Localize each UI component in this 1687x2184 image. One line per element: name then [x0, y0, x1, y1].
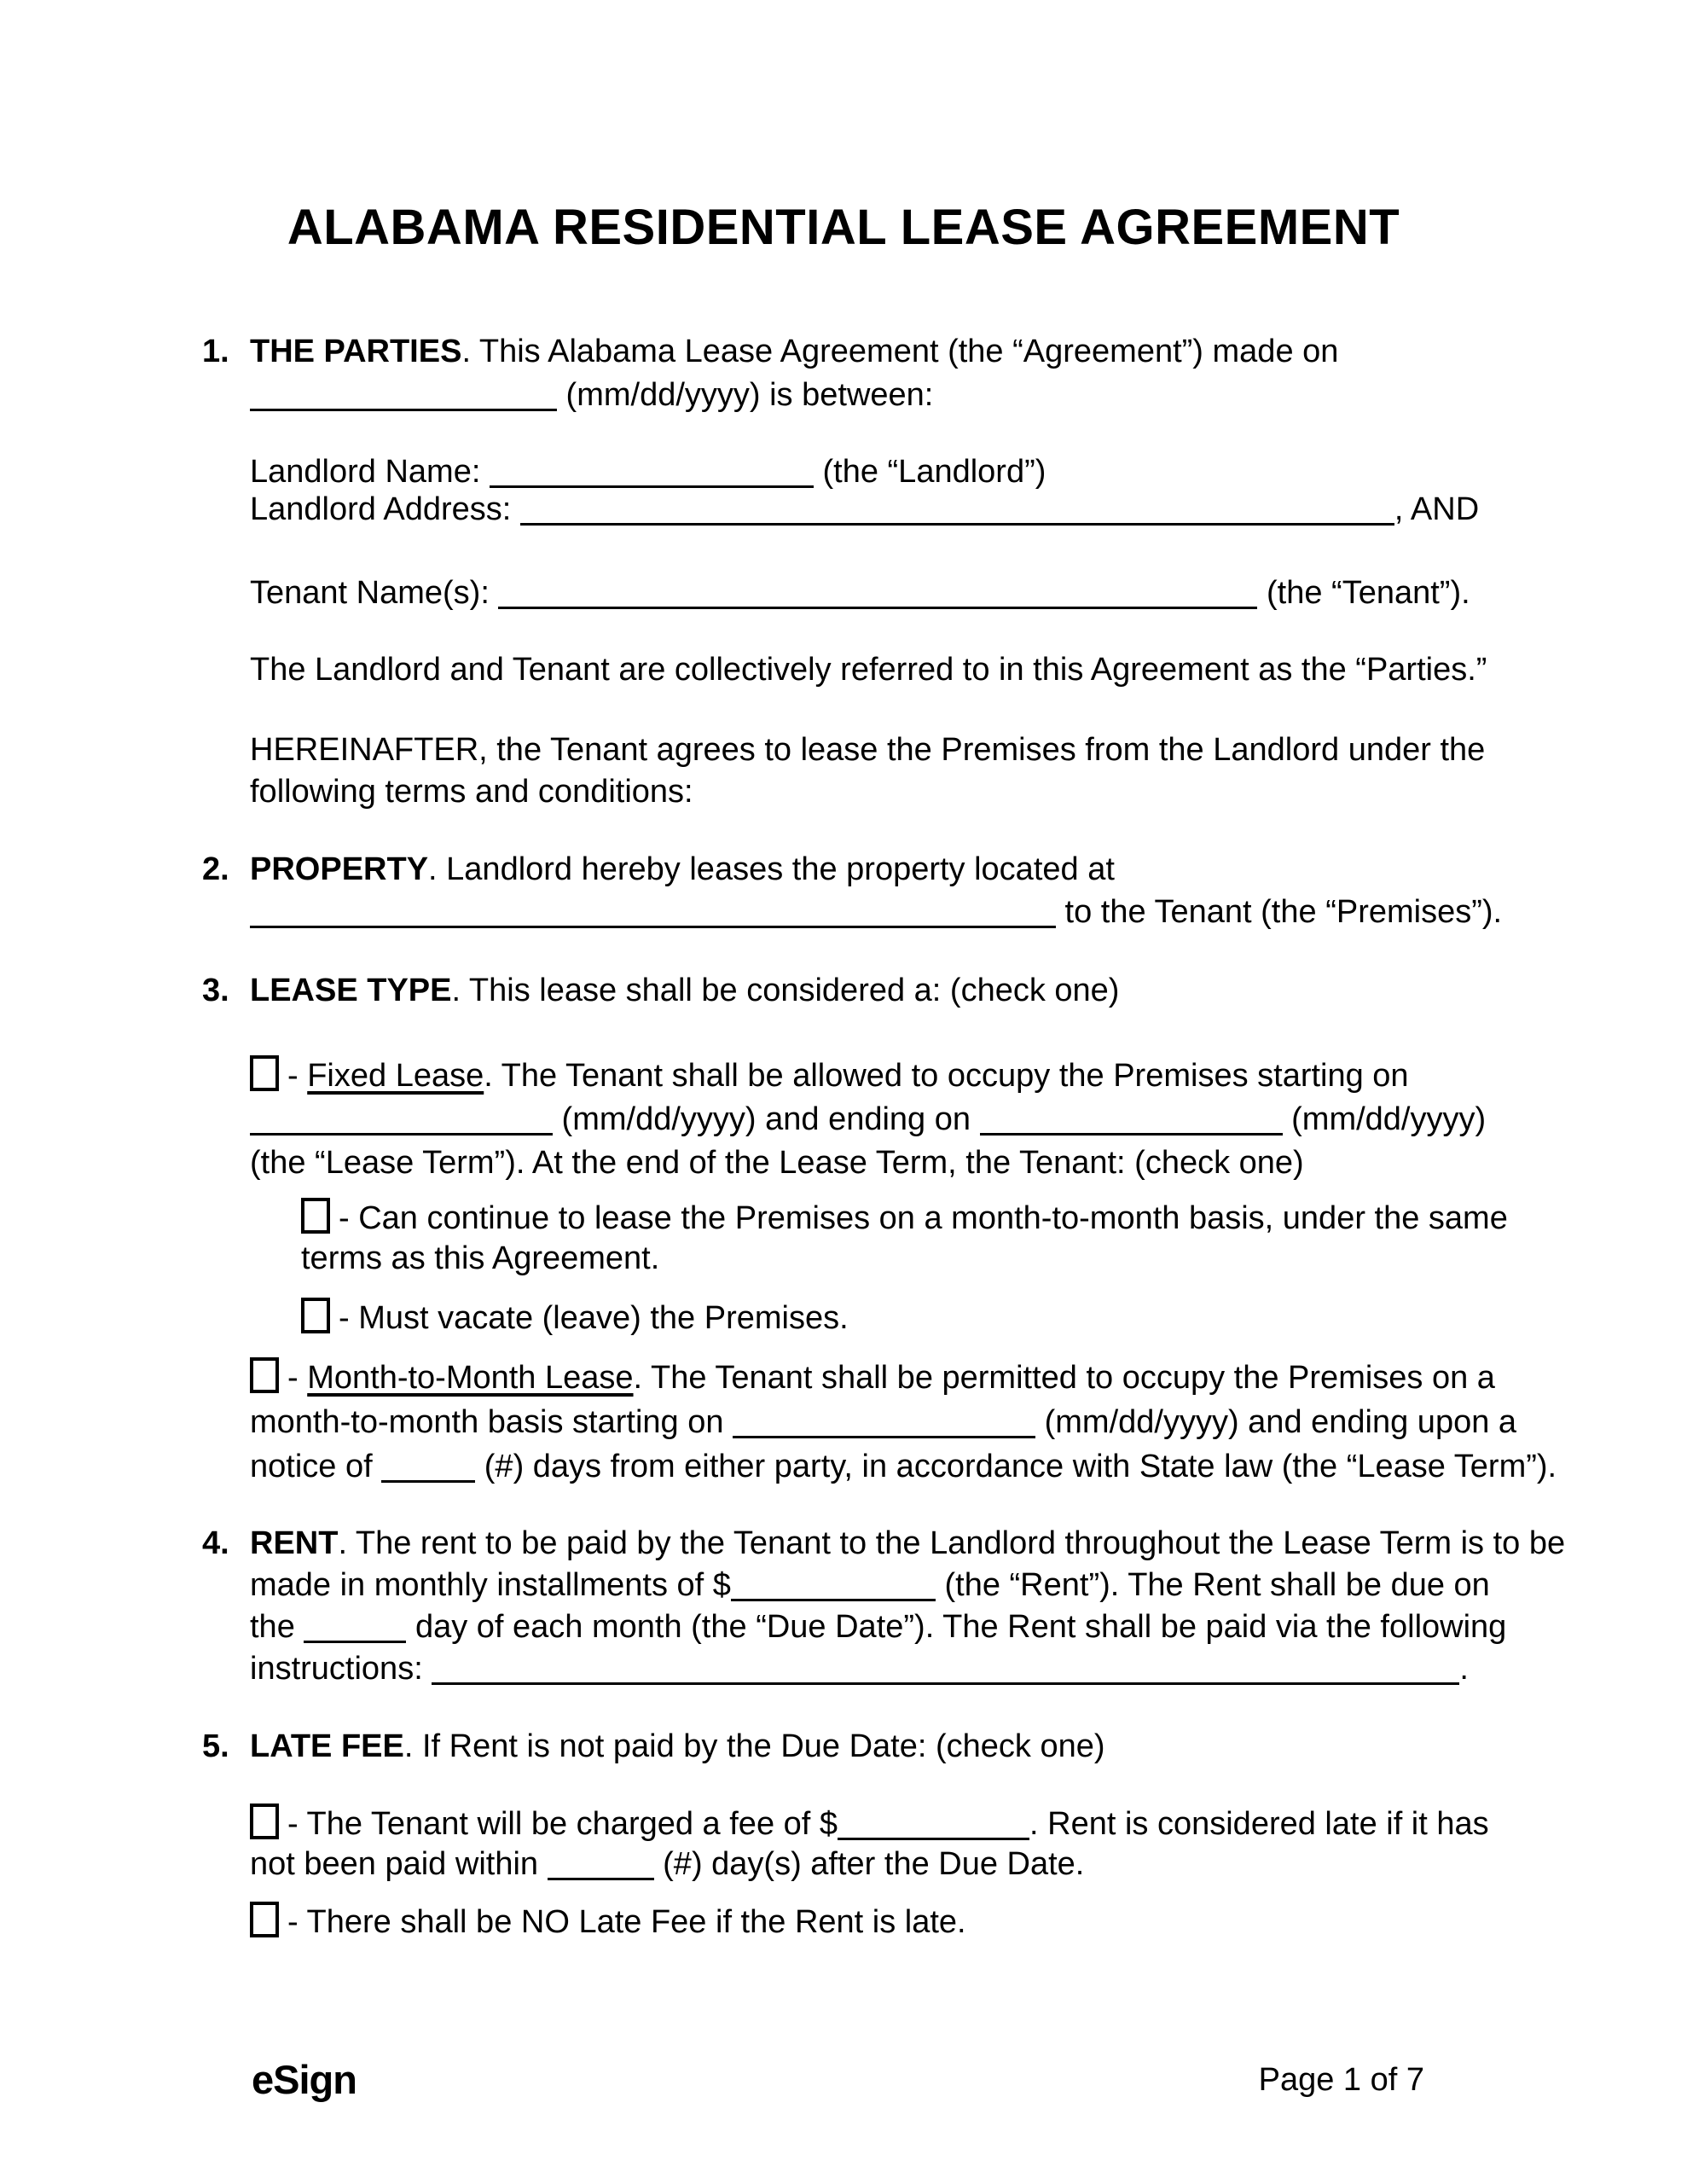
month-to-month-start-date-field[interactable] [733, 1407, 1035, 1438]
hereinafter-line1: HEREINAFTER, the Tenant agrees to lease the Premises from the Landlord under the [250, 732, 1486, 768]
section-lease-type [202, 969, 1533, 1013]
rent-line4-pre: instructions: [250, 1651, 432, 1687]
landlord-block [202, 453, 1533, 528]
fixed-lease-option [202, 1054, 1533, 1185]
parties-note: The Landlord and Tenant are collectively referred to in this Agreement as the “Parties.” [250, 652, 1487, 688]
month-to-month-text3-post: (#) days from either party, in accordance with State law (the “Lease Term”). [475, 1449, 1557, 1484]
no-late-fee-option [202, 1901, 1533, 1944]
month-to-month-label: Month-to-Month Lease [307, 1360, 634, 1396]
rent-amount-field[interactable] [731, 1570, 936, 1601]
section-parties-heading: THE PARTIES [250, 334, 462, 369]
continue-option-line1: - Can continue to lease the Premises on a month-to-month basis, under the same [339, 1200, 1508, 1236]
section-rent-line1: . The rent to be paid by the Tenant to the Landlord throughout the Lease Term is to be [338, 1525, 1566, 1561]
section-lease-type-number: 3. [202, 973, 229, 1008]
landlord-name-label: Landlord Name: [250, 454, 490, 490]
landlord-name-field[interactable] [490, 456, 814, 488]
late-fee-line2-post: (#) day(s) after the Due Date. [653, 1846, 1085, 1882]
esign-logo: eSign [252, 2057, 357, 2102]
agreement-date-field[interactable] [250, 380, 557, 411]
fixed-lease-start-date-field[interactable] [250, 1104, 553, 1136]
vacate-option-text: - Must vacate (leave) the Premises. [339, 1300, 849, 1336]
section-property-heading: PROPERTY [250, 851, 429, 887]
late-fee-charged-checkbox[interactable] [250, 1804, 279, 1839]
payment-instructions-field[interactable] [432, 1653, 1459, 1685]
fixed-lease-checkbox[interactable] [250, 1055, 279, 1091]
section-rent [202, 1523, 1566, 1690]
fixed-lease-end-date-field[interactable] [980, 1104, 1283, 1136]
rent-due-day-field[interactable] [304, 1612, 406, 1643]
rent-line3-pre: the [250, 1609, 304, 1645]
landlord-address-suffix: , AND [1394, 491, 1480, 527]
continue-option-line2: terms as this Agreement. [301, 1240, 660, 1276]
no-late-fee-checkbox[interactable] [250, 1902, 279, 1937]
rent-line2-post: (the “Rent”). The Rent shall be due on [935, 1567, 1490, 1603]
landlord-address-label: Landlord Address: [250, 491, 520, 527]
fixed-lease-vacate-option [202, 1297, 1533, 1340]
late-fee-line2-pre: not been paid within [250, 1846, 548, 1882]
section-property-intro: . Landlord hereby leases the property located at [428, 851, 1115, 887]
month-to-month-text3-pre: notice of [250, 1449, 382, 1484]
agreement-date-suffix: (mm/dd/yyyy) is between: [557, 377, 934, 413]
landlord-address-field[interactable] [520, 494, 1394, 526]
section-lease-type-heading: LEASE TYPE [250, 973, 452, 1008]
section-late-fee [202, 1725, 1533, 1769]
fixed-lease-label: Fixed Lease [307, 1058, 484, 1094]
fixed-lease-text2-mid: (mm/dd/yyyy) and ending on [553, 1101, 980, 1137]
fixed-lease-continue-option [202, 1198, 1533, 1279]
month-to-month-checkbox[interactable] [250, 1357, 279, 1393]
rent-line4-post: . [1459, 1651, 1469, 1687]
month-to-month-dash: - [287, 1360, 308, 1396]
late-fee-charged-option [202, 1804, 1533, 1885]
tenant-name-field[interactable] [498, 578, 1257, 609]
tenant-block [202, 572, 1533, 615]
no-late-fee-text: - There shall be NO Late Fee if the Rent is late. [287, 1904, 966, 1940]
section-rent-heading: RENT [250, 1525, 339, 1561]
continue-month-to-month-checkbox[interactable] [301, 1198, 330, 1234]
month-to-month-text1: . The Tenant shall be permitted to occupy the Premises on a [633, 1360, 1495, 1396]
page-indicator: Page 1 of 7 [1258, 2062, 1424, 2098]
landlord-name-suffix: (the “Landlord”) [813, 454, 1046, 490]
parties-note-block [202, 648, 1533, 692]
section-property-number: 2. [202, 851, 229, 887]
tenant-name-label: Tenant Name(s): [250, 575, 499, 611]
fixed-lease-text3: (the “Lease Term”). At the end of the Lease Term, the Tenant: (check one) [250, 1145, 1304, 1181]
late-fee-line1-pre: - The Tenant will be charged a fee of $ [287, 1806, 838, 1842]
hereinafter-line2: following terms and conditions: [250, 774, 693, 810]
document-title: ALABAMA RESIDENTIAL LEASE AGREEMENT [287, 200, 1400, 255]
property-address-field[interactable] [250, 897, 1056, 928]
fixed-lease-text2-end: (mm/dd/yyyy) [1282, 1101, 1487, 1137]
late-fee-amount-field[interactable] [838, 1809, 1029, 1840]
section-lease-type-intro: . This lease shall be considered a: (check one) [451, 973, 1120, 1008]
must-vacate-checkbox[interactable] [301, 1298, 330, 1333]
fixed-lease-text1: . The Tenant shall be allowed to occupy the Premises starting on [484, 1058, 1409, 1094]
rent-line3-post: day of each month (the “Due Date”). The Rent shall be paid via the following [406, 1609, 1507, 1645]
month-to-month-text2-pre: month-to-month basis starting on [250, 1404, 733, 1440]
fixed-lease-dash: - [287, 1058, 308, 1094]
month-to-month-option [202, 1356, 1557, 1489]
section-property-suffix: to the Tenant (the “Premises”). [1056, 894, 1503, 930]
month-to-month-text2-post: (mm/dd/yyyy) and ending upon a [1035, 1404, 1517, 1440]
notice-days-field[interactable] [381, 1451, 475, 1483]
tenant-name-suffix: (the “Tenant”). [1257, 575, 1470, 611]
late-fee-days-field[interactable] [548, 1849, 654, 1880]
late-fee-line1-post: . Rent is considered late if it has [1029, 1806, 1489, 1842]
section-parties-intro: . This Alabama Lease Agreement (the “Agreement”) made on [461, 334, 1339, 369]
hereinafter-block [202, 729, 1533, 813]
section-parties-number: 1. [202, 334, 229, 369]
section-property [202, 848, 1533, 933]
section-late-fee-intro: . If Rent is not paid by the Due Date: (check one) [403, 1728, 1105, 1764]
section-parties [202, 330, 1533, 417]
section-late-fee-heading: LATE FEE [250, 1728, 404, 1764]
section-rent-number: 4. [202, 1525, 229, 1561]
section-late-fee-number: 5. [202, 1728, 229, 1764]
rent-line2-pre: made in monthly installments of $ [250, 1567, 731, 1603]
